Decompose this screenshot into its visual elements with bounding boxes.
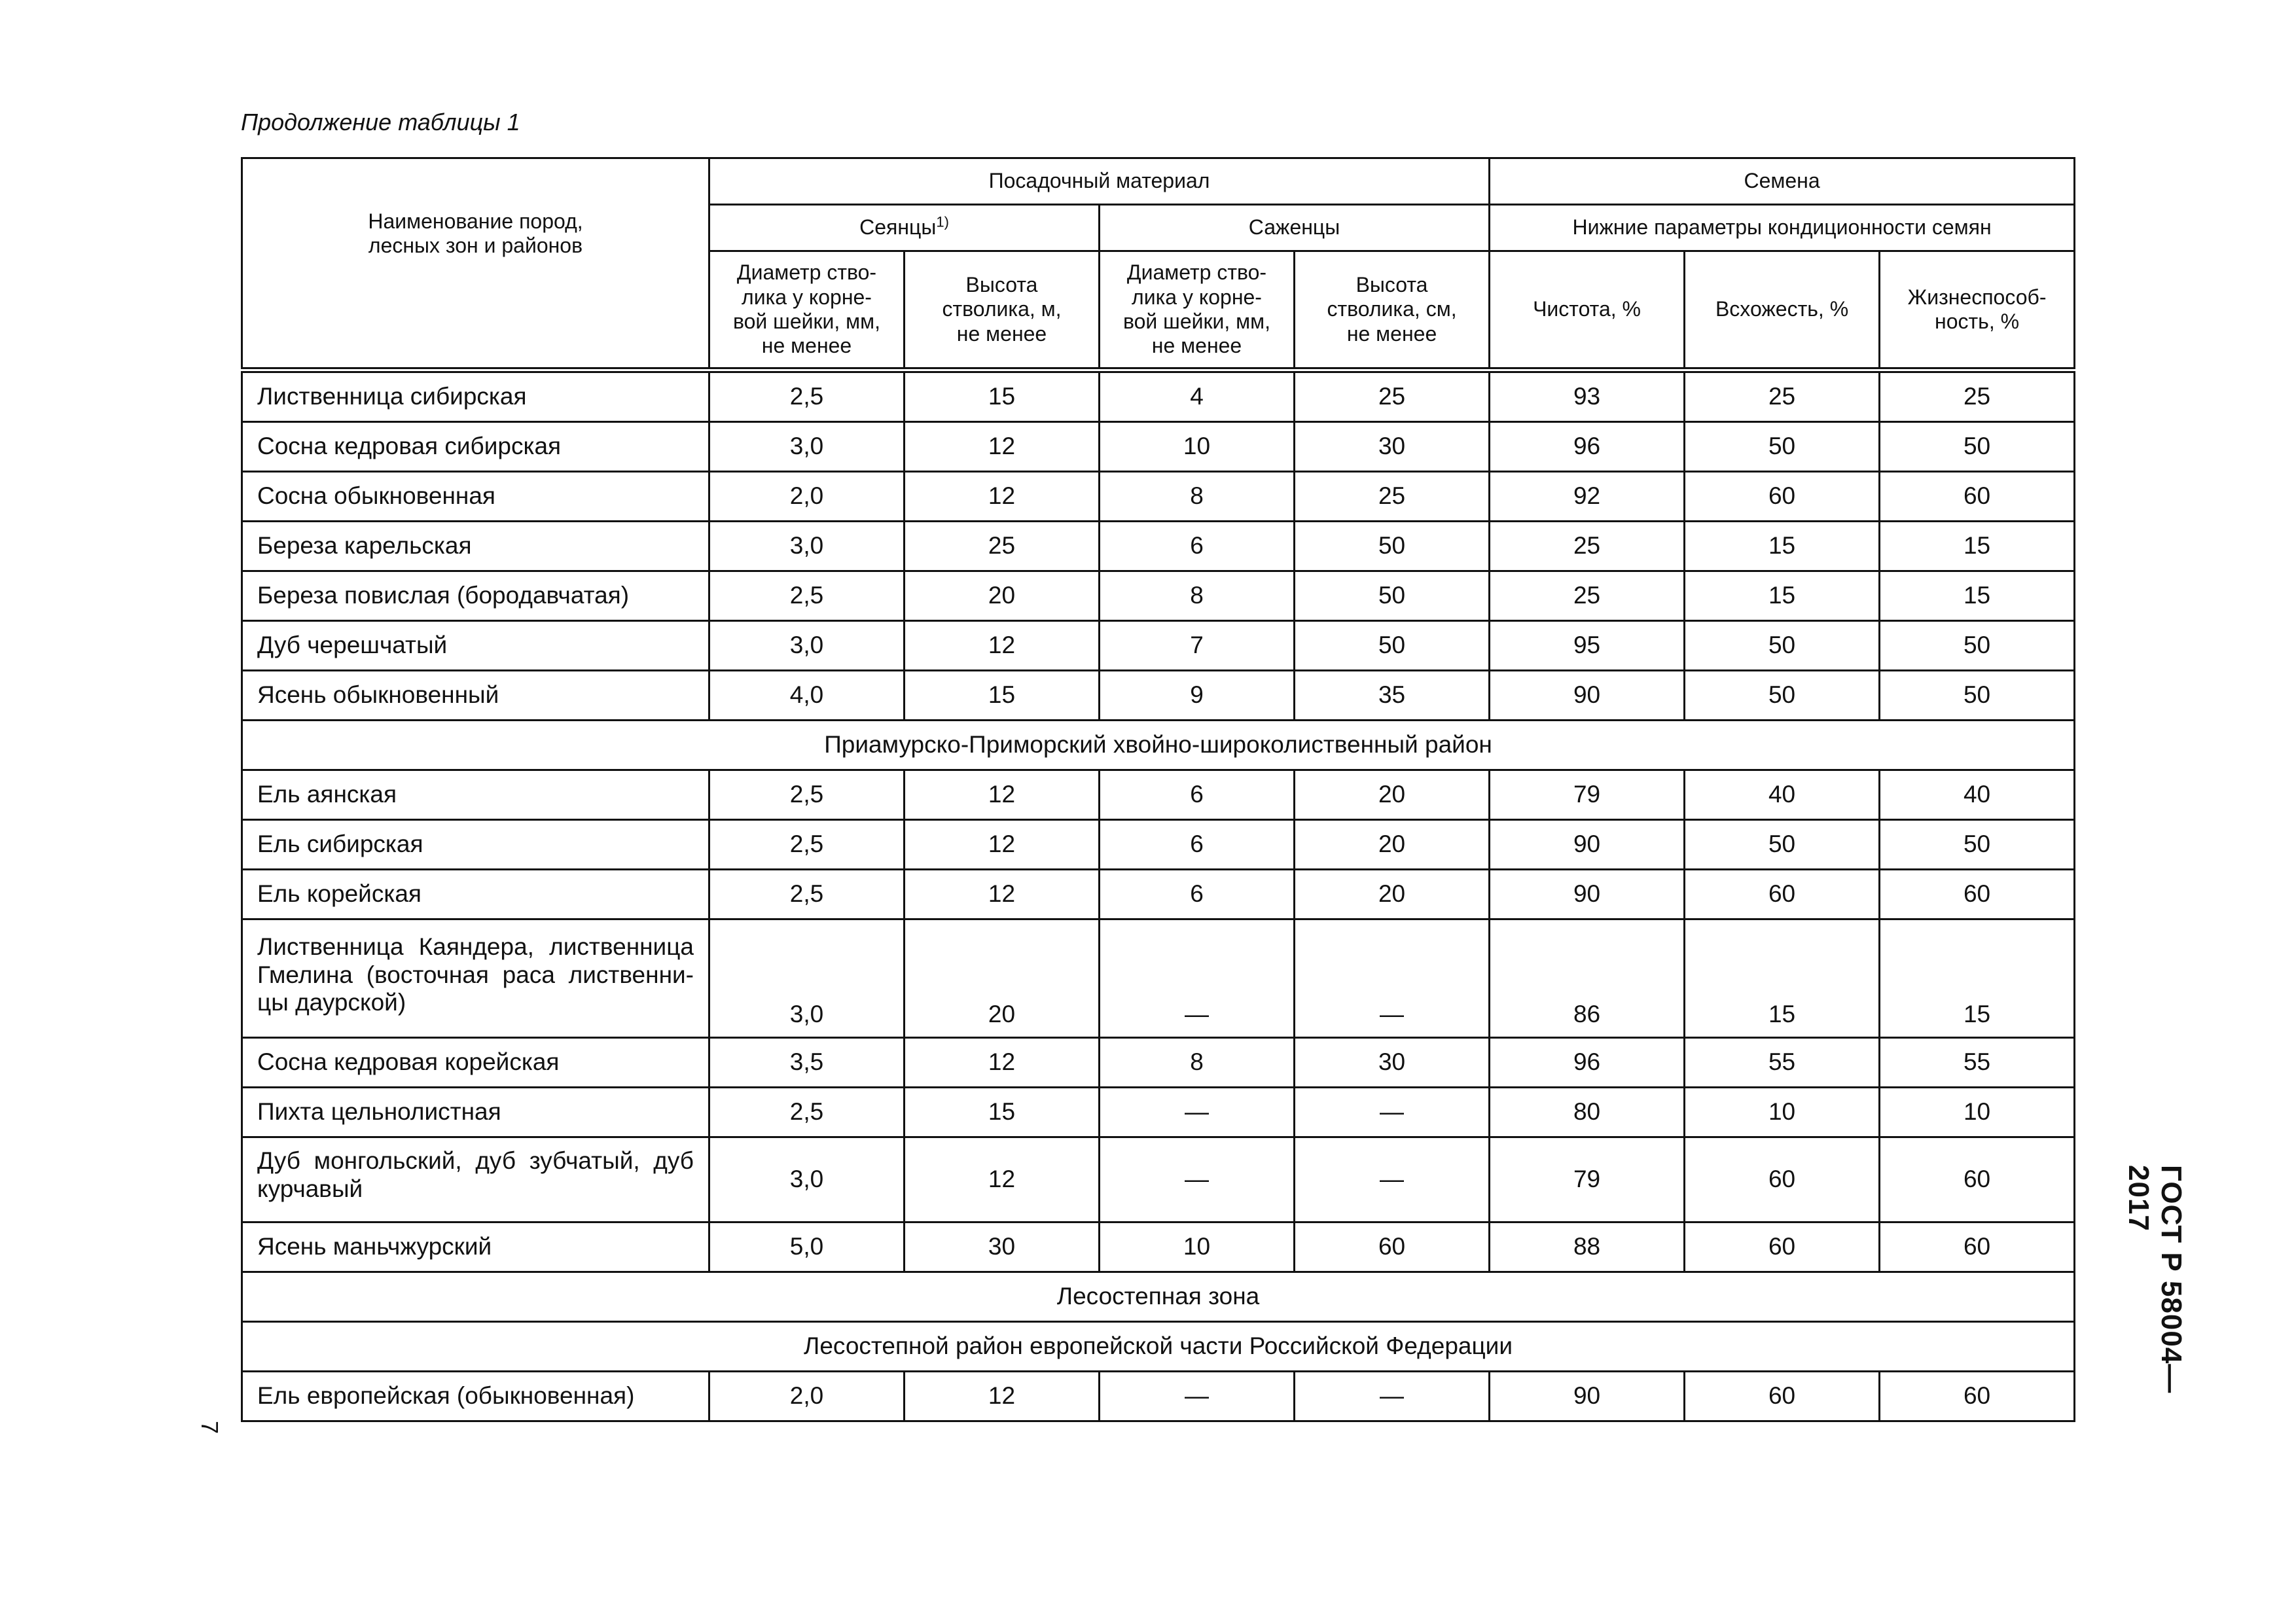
table-cell: 10	[1100, 422, 1295, 472]
table-row	[242, 870, 2075, 919]
table-cell: 15	[905, 370, 1100, 422]
header-seed-params: Нижние параметры кондиционности семян	[1490, 205, 2075, 251]
table-cell: 3,0	[709, 522, 905, 571]
header-planting-material: Посадочный материал	[709, 158, 1490, 205]
table-cell: 79	[1490, 1137, 1685, 1222]
table-cell: 60	[1685, 870, 1880, 919]
table-cell: 50	[1295, 621, 1490, 671]
table-row	[242, 770, 2075, 820]
table-cell: 25	[1295, 472, 1490, 522]
header-name-col: Наименование пород, лесных зон и районов	[242, 158, 709, 370]
table-cell: 12	[905, 770, 1100, 820]
table-cell: 2,5	[709, 370, 905, 422]
species-name: Ель корейская	[242, 870, 709, 919]
species-name: Ясень обыкновенный	[242, 671, 709, 721]
table-cell: 2,5	[709, 770, 905, 820]
table-cell: 50	[1685, 422, 1880, 472]
seed-planting-table	[241, 157, 2075, 1422]
table-row	[242, 472, 2075, 522]
table-cell: 4,0	[709, 671, 905, 721]
table-row	[242, 1372, 2075, 1421]
species-name: Лиственница Каяндера, лиственница Гмелина (восточная раса лиственни-цы даурской)	[242, 919, 709, 1038]
table-cell: 8	[1100, 571, 1295, 621]
table-cell: 86	[1490, 919, 1685, 1038]
table-cell: 92	[1490, 472, 1685, 522]
table-cell: 12	[905, 870, 1100, 919]
table-cell: 10	[1685, 1088, 1880, 1137]
table-row	[242, 1088, 2075, 1137]
section-row	[242, 721, 2075, 770]
table-cell: 60	[1880, 870, 2075, 919]
table-cell: 20	[1295, 820, 1490, 870]
table-cell: 30	[1295, 422, 1490, 472]
header-sub-col: Высота стволика, см, не менее	[1295, 251, 1490, 370]
table-cell: 3,0	[709, 919, 905, 1038]
table-cell: 50	[1295, 571, 1490, 621]
species-name: Сосна обыкновенная	[242, 472, 709, 522]
table-cell: 15	[1685, 919, 1880, 1038]
table-cell: 90	[1490, 870, 1685, 919]
page-number: 7	[196, 1420, 224, 1435]
header-seeds: Семена	[1490, 158, 2075, 205]
table-cell: 6	[1100, 522, 1295, 571]
table-cell: —	[1100, 1137, 1295, 1222]
table-cell: 7	[1100, 621, 1295, 671]
table-cell: 95	[1490, 621, 1685, 671]
table-cell: 60	[1880, 472, 2075, 522]
table-cell: 96	[1490, 422, 1685, 472]
table-cell: 55	[1880, 1038, 2075, 1088]
species-name: Сосна кедровая корейская	[242, 1038, 709, 1088]
table-cell: 60	[1685, 1222, 1880, 1272]
table-cell: 15	[1880, 571, 2075, 621]
header-seedlings: Сеянцы$^{1)}$	[709, 205, 1100, 251]
table-cell: 2,5	[709, 571, 905, 621]
table-cell: 25	[1490, 571, 1685, 621]
table-row	[242, 1222, 2075, 1272]
table-cell: 15	[905, 1088, 1100, 1137]
table-cell: 50	[1685, 820, 1880, 870]
table-cell: 30	[1295, 1038, 1490, 1088]
table-cell: 5,0	[709, 1222, 905, 1272]
table-cell: 12	[905, 1372, 1100, 1421]
table-cell: —	[1295, 919, 1490, 1038]
table-cell: 35	[1295, 671, 1490, 721]
table-row	[242, 422, 2075, 472]
species-name: Ель европейская (обыкновенная)	[242, 1372, 709, 1421]
table-cell: 15	[905, 671, 1100, 721]
table-cell: 12	[905, 1137, 1100, 1222]
table-cell: 3,0	[709, 422, 905, 472]
table-cell: 40	[1880, 770, 2075, 820]
section-row	[242, 1322, 2075, 1372]
table-cell: 50	[1880, 422, 2075, 472]
table-row	[242, 671, 2075, 721]
table-header	[242, 158, 2075, 370]
section-row	[242, 1272, 2075, 1322]
table-cell: 50	[1685, 671, 1880, 721]
header-sub-col: Жизнеспособ-ность, %	[1880, 251, 2075, 370]
table-cell: 3,5	[709, 1038, 905, 1088]
table-cell: 4	[1100, 370, 1295, 422]
table-cell: 60	[1685, 472, 1880, 522]
table-body	[242, 370, 2075, 1421]
table-cell: 2,5	[709, 870, 905, 919]
table-row	[242, 1038, 2075, 1088]
table-cell: 15	[1880, 919, 2075, 1038]
table-cell: 60	[1295, 1222, 1490, 1272]
table-cell: —	[1295, 1088, 1490, 1137]
table-cell: 25	[1295, 370, 1490, 422]
table-cell: 15	[1880, 522, 2075, 571]
table-cell: —	[1100, 919, 1295, 1038]
table-cell: —	[1295, 1372, 1490, 1421]
table-cell: 15	[1685, 522, 1880, 571]
table-cell: 25	[1685, 370, 1880, 422]
table-row	[242, 370, 2075, 422]
table-cell: 6	[1100, 820, 1295, 870]
section-title: Приамурско-Приморский хвойно-широколиственный район	[242, 721, 2075, 770]
table-cell: 90	[1490, 820, 1685, 870]
table-cell: 90	[1490, 1372, 1685, 1421]
table-cell: 12	[905, 422, 1100, 472]
table-cell: 50	[1880, 671, 2075, 721]
table-cell: —	[1100, 1088, 1295, 1137]
table-cell: 3,0	[709, 621, 905, 671]
table-row	[242, 571, 2075, 621]
table-cell: 96	[1490, 1038, 1685, 1088]
table-cell: 10	[1100, 1222, 1295, 1272]
species-name: Ель сибирская	[242, 820, 709, 870]
table-cell: 93	[1490, 370, 1685, 422]
table-cell: 40	[1685, 770, 1880, 820]
table-cell: 50	[1880, 621, 2075, 671]
table-cell: 15	[1685, 571, 1880, 621]
table-cell: 60	[1880, 1137, 2075, 1222]
table-row	[242, 1137, 2075, 1222]
table-cell: 8	[1100, 472, 1295, 522]
table-cell: 80	[1490, 1088, 1685, 1137]
species-name: Ель аянская	[242, 770, 709, 820]
table-cell: 90	[1490, 671, 1685, 721]
table-cell: 79	[1490, 770, 1685, 820]
species-name: Дуб черешчатый	[242, 621, 709, 671]
header-sub-col: Всхожесть, %	[1685, 251, 1880, 370]
table-row	[242, 621, 2075, 671]
species-name: Ясень маньчжурский	[242, 1222, 709, 1272]
table-row	[242, 522, 2075, 571]
species-name: Дуб монгольский, дуб зубчатый, дуб курчавый	[242, 1137, 709, 1222]
table-cell: 12	[905, 472, 1100, 522]
table-cell: 6	[1100, 770, 1295, 820]
table-cell: 60	[1880, 1222, 2075, 1272]
table-cell: 50	[1685, 621, 1880, 671]
table-cell: 20	[905, 919, 1100, 1038]
table-cell: 50	[1880, 820, 2075, 870]
header-sub-col: Диаметр ство-лика у корне-вой шейки, мм, не менее	[1100, 251, 1295, 370]
table-cell: 3,0	[709, 1137, 905, 1222]
table-cell: 6	[1100, 870, 1295, 919]
species-name: Лиственница сибирская	[242, 370, 709, 422]
table-cell: 25	[1490, 522, 1685, 571]
table-cell: 12	[905, 820, 1100, 870]
table-cell: 2,5	[709, 820, 905, 870]
table-cell: 55	[1685, 1038, 1880, 1088]
table-cell: 2,5	[709, 1088, 905, 1137]
table-cell: 12	[905, 621, 1100, 671]
section-title: Лесостепная зона	[242, 1272, 2075, 1322]
table-cell: 10	[1880, 1088, 2075, 1137]
table-row	[242, 919, 2075, 1038]
species-name: Сосна кедровая сибирская	[242, 422, 709, 472]
table-cell: 30	[905, 1222, 1100, 1272]
table-cell: 60	[1685, 1372, 1880, 1421]
table-cell: 20	[905, 571, 1100, 621]
table-cell: 12	[905, 1038, 1100, 1088]
table-cell: 60	[1685, 1137, 1880, 1222]
table-cell: 25	[1880, 370, 2075, 422]
species-name: Береза повислая (бородавчатая)	[242, 571, 709, 621]
table-cell: 25	[905, 522, 1100, 571]
table-cell: 2,0	[709, 472, 905, 522]
table-caption: Продолжение таблицы 1	[241, 109, 520, 135]
table-cell: 20	[1295, 870, 1490, 919]
table-cell: —	[1295, 1137, 1490, 1222]
table-cell: 60	[1880, 1372, 2075, 1421]
table-cell: —	[1100, 1372, 1295, 1421]
table-cell: 8	[1100, 1038, 1295, 1088]
header-saplings: Саженцы	[1100, 205, 1490, 251]
table-cell: 20	[1295, 770, 1490, 820]
table-cell: 50	[1295, 522, 1490, 571]
document-code: ГОСТ Р 58004—2017	[2123, 1165, 2187, 1394]
table-cell: 9	[1100, 671, 1295, 721]
table-cell: 2,0	[709, 1372, 905, 1421]
section-title: Лесостепной район европейской части Российской Федерации	[242, 1322, 2075, 1372]
table-cell: 88	[1490, 1222, 1685, 1272]
table-row	[242, 820, 2075, 870]
header-sub-col: Диаметр ство-лика у корне-вой шейки, мм, не менее	[709, 251, 905, 370]
header-sub-col: Высота стволика, м, не менее	[905, 251, 1100, 370]
header-sub-col: Чистота, %	[1490, 251, 1685, 370]
species-name: Пихта цельнолистная	[242, 1088, 709, 1137]
species-name: Береза карельская	[242, 522, 709, 571]
